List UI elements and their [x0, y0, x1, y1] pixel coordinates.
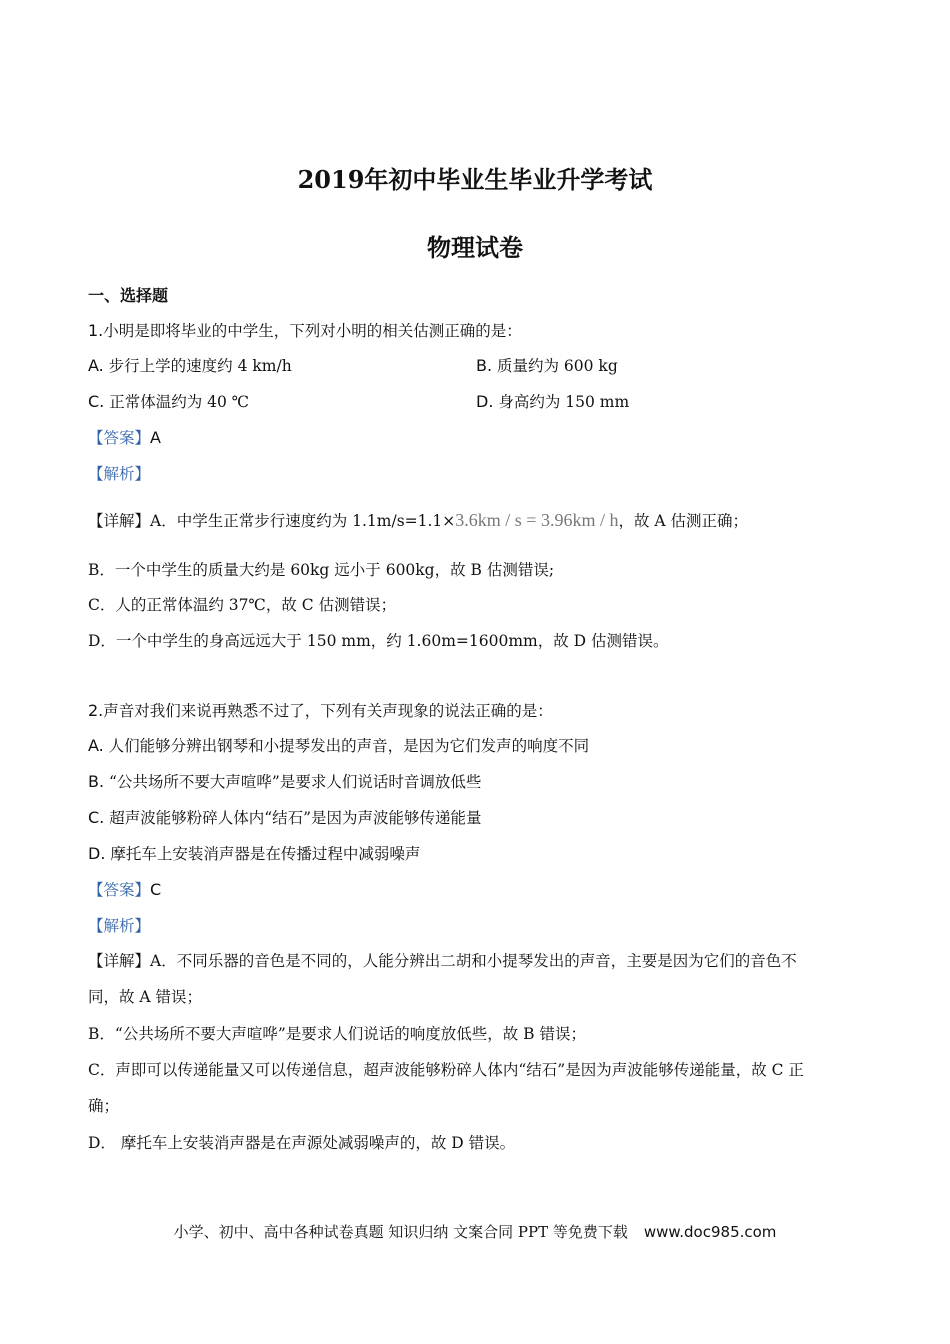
page-footer [0, 1221, 950, 1242]
q2-option-a [88, 736, 589, 756]
q1-option-b [476, 356, 618, 376]
answer-value: C [150, 880, 162, 899]
q2-analysis-label [88, 916, 862, 936]
option-letter: B. [88, 772, 105, 791]
q2-detail-a-line1: 【详解】A．不同乐器的音色是不同的，人能分辨出二胡和小提琴发出的声音，主要是因为它们的音色不 [88, 952, 797, 970]
q2-option-c [88, 808, 482, 828]
q1-option-c [88, 392, 249, 412]
option-letter: A. [88, 736, 104, 755]
q2-detail-b: B．“公共场所不要大声喧哗”是要求人们说话的响度放低些，故 B 错误； [88, 1025, 586, 1043]
option-text: “公共场所不要大声喧哗”是要求人们说话时音调放低些 [104, 773, 482, 791]
formula: 3.6km / s = 3.96km / h [455, 510, 619, 530]
q2-detail-c-line2: 确； [88, 1097, 120, 1115]
answer-value: A [150, 428, 161, 447]
q1-option-a [88, 356, 292, 376]
option-letter: C. [88, 392, 105, 411]
question-text: 声音对我们来说再熟悉不过了，下列有关声现象的说法正确的是： [103, 702, 553, 720]
option-text: 身高约为 150 mm [493, 393, 630, 411]
option-letter: B. [476, 356, 493, 375]
question-2-stem [88, 701, 862, 721]
question-number: 1. [88, 321, 104, 340]
analysis-label: 【解析】 [88, 465, 151, 483]
option-text: 人们能够分辨出钢琴和小提琴发出的声音，是因为它们发声的响度不同 [103, 737, 590, 755]
footer-url[interactable]: www.doc985.com [643, 1223, 777, 1241]
exam-title: 2019年初中毕业生毕业升学考试 [297, 165, 653, 194]
q1-detail-a [88, 510, 862, 531]
question-1-stem [88, 321, 862, 341]
option-text: 摩托车上安装消声器是在传播过程中减弱噪声 [105, 845, 421, 863]
option-text: 步行上学的速度约 4 km/h [103, 357, 292, 375]
option-letter: D. [476, 392, 494, 411]
option-letter: A. [88, 356, 104, 375]
answer-label: 【答案】 [88, 429, 151, 447]
q2-answer [88, 880, 862, 900]
detail-text: ，故 A 估测正确； [618, 512, 749, 530]
analysis-label: 【解析】 [88, 917, 151, 935]
q2-option-d [88, 844, 420, 864]
footer-text: 小学、初中、高中各种试卷真题 知识归纳 文案合同 PPT 等免费下载 [173, 1223, 628, 1241]
option-text: 超声波能够粉碎人体内“结石”是因为声波能够传递能量 [104, 809, 482, 827]
q2-detail-d: D． 摩托车上安装消声器是在声源处减弱噪声的，故 D 错误。 [88, 1134, 516, 1152]
section-heading: 一、选择题 [88, 286, 169, 305]
q1-answer [88, 428, 862, 448]
q1-detail-d: D．一个中学生的身高远远大于 150 mm，约 1.60m=1600mm，故 D 估测错误。 [88, 632, 669, 650]
exam-subject: 物理试卷 [427, 233, 523, 262]
q1-analysis-label [88, 464, 862, 484]
question-text: 小明是即将毕业的中学生，下列对小明的相关估测正确的是： [103, 322, 522, 340]
option-text: 质量约为 600 kg [492, 357, 618, 375]
q1-detail-c: C．人的正常体温约 37℃，故 C 估测错误； [88, 596, 397, 614]
q2-detail-a-line2: 同，故 A 错误； [88, 988, 203, 1006]
option-letter: C. [88, 808, 105, 827]
detail-text: 【详解】A．中学生正常步行速度约为 1.1m/s=1.1× [88, 512, 456, 530]
q1-option-d [476, 392, 629, 412]
option-letter: D. [88, 844, 106, 863]
question-number: 2. [88, 701, 104, 720]
q1-detail-b: B．一个中学生的质量大约是 60kg 远小于 600kg，故 B 估测错误; [88, 561, 555, 579]
answer-label: 【答案】 [88, 881, 151, 899]
option-text: 正常体温约为 40 ℃ [104, 393, 250, 411]
q2-detail-c-line1: C．声即可以传递能量又可以传递信息，超声波能够粉碎人体内“结石”是因为声波能够传递能量，故 C 正 [88, 1061, 804, 1079]
q2-option-b [88, 772, 481, 792]
